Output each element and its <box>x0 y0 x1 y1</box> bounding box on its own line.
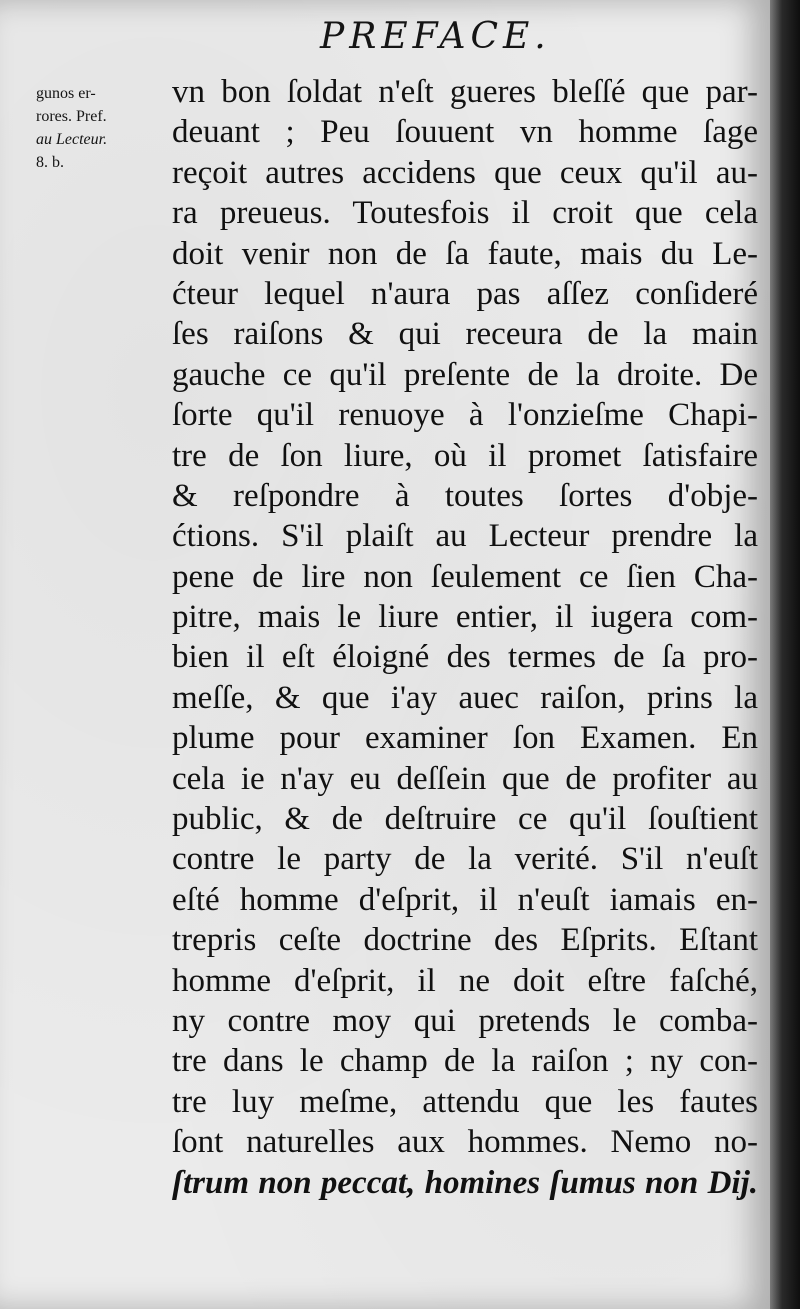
text-line: reçoit autres accidens que ceux qu'il au- <box>172 154 758 191</box>
text-line: tre de ſon liure, où il promet ſatisfaire <box>172 437 758 474</box>
text-line: deuant ; Peu ſouuent vn homme ſage <box>172 114 758 151</box>
text-line: ſes raiſons & qui receura de la main <box>172 316 758 353</box>
text-line: contre le party de la verité. S'il n'euſt <box>172 841 758 878</box>
text-line: ſtrum non peccat, homines ſumus non Dij. <box>172 1164 758 1201</box>
text-line: meſſe, & que i'ay auec raiſon, prins la <box>172 679 758 716</box>
text-line: public, & de deſtruire ce qu'il ſouſtient <box>172 801 758 838</box>
margin-note-line: au Lecteur. <box>36 131 108 148</box>
text-line: pitre, mais le liure entier, il iugera com- <box>172 599 758 636</box>
text-line: ſorte qu'il renuoye à l'onzieſme Chapi- <box>172 397 758 434</box>
margin-note-line: rores. Pref. <box>36 108 107 125</box>
text-line: ſont naturelles aux hommes. Nemo no- <box>172 1124 758 1161</box>
page-gutter-shadow <box>770 0 800 1309</box>
text-line: homme d'eſprit, il ne doit eſtre faſché, <box>172 962 758 999</box>
margin-note-line: gunos er- <box>36 85 96 102</box>
text-line: vn bon ſoldat n'eſt gueres bleſſé que par- <box>172 74 758 110</box>
text-line: doit venir non de ſa faute, mais du Le- <box>172 235 758 272</box>
text-line: ćteur lequel n'aura pas aſſez conſideré <box>172 275 758 312</box>
text-line: ćtions. S'il plaiſt au Lecteur prendre la <box>172 518 758 555</box>
text-line: gauche ce qu'il preſente de la droite. De <box>172 356 758 393</box>
text-line: & reſpondre à toutes ſortes d'obje- <box>172 477 758 514</box>
text-line: tre dans le champ de la raiſon ; ny con- <box>172 1043 758 1080</box>
text-line: plume pour examiner ſon Examen. En <box>172 720 758 757</box>
running-head: PREFACE. <box>320 16 551 57</box>
text-line: ny contre moy qui pretends le comba- <box>172 1002 758 1039</box>
text-line: ra preueus. Toutesfois il croit que cela <box>172 195 758 232</box>
marginal-note <box>36 82 168 174</box>
body-text <box>172 72 758 1203</box>
text-line: pene de lire non ſeulement ce ſien Cha- <box>172 558 758 595</box>
text-line: cela ie n'ay eu deſſein que de profiter au <box>172 760 758 797</box>
text-line: eſté homme d'eſprit, il n'euſt iamais en- <box>172 881 758 918</box>
margin-note-line: 8. b. <box>36 154 64 171</box>
text-line: trepris ceſte doctrine des Eſprits. Eſtant <box>172 922 758 959</box>
text-line: bien il eſt éloigné des termes de ſa pro- <box>172 639 758 676</box>
text-line: tre luy meſme, attendu que les fautes <box>172 1083 758 1120</box>
